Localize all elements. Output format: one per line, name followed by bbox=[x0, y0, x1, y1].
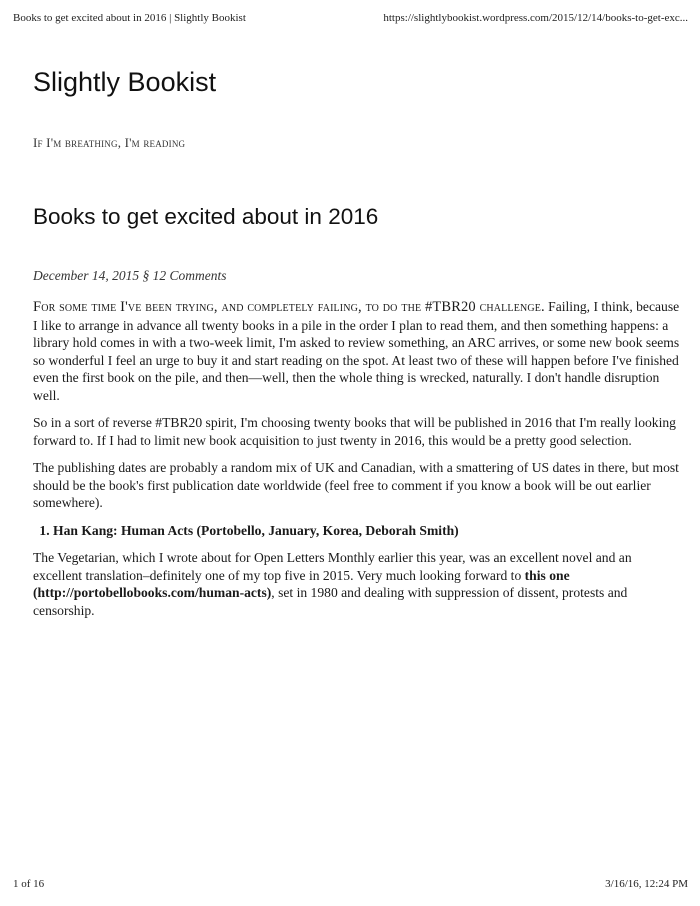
book-list bbox=[33, 522, 681, 540]
meta-separator: § bbox=[142, 268, 150, 283]
print-header bbox=[13, 12, 688, 28]
print-datetime: 3/16/16, 12:24 PM bbox=[605, 878, 688, 890]
post-meta bbox=[33, 268, 226, 284]
post-paragraph-3: The publishing dates are probably a random mix of UK and Canadian, with a smattering of US dates in there, but most should be the book's first publication date worldwide (feel free to comment if you know a book will be out earlier somewhere). bbox=[33, 460, 679, 510]
print-header-title: Books to get excited about in 2016 | Slightly Bookist bbox=[13, 12, 246, 24]
lead-in: For some time I've been trying, and completely failing, to do the #TBR20 challenge. bbox=[33, 299, 545, 315]
paragraph-1-body: Failing, I think, because I like to arrange in advance all twenty books in a pile in the order I plan to read them, and then something happens: a library hold comes in with a two-week limit, I'm asked to review something, an ARC arrives, or some new book seems so wonderful I feel an urge to buy it and start reading on the spot. At least two of these will happen before I've finished even the first book on the pile, and then—well, then the whole thing is wrecked, naturally. I don't handle disruption well. bbox=[33, 299, 680, 403]
paragraph-4-text-end: , set in 1980 and dealing with suppression of dissent, protests and censorship. bbox=[33, 585, 628, 618]
post-paragraph-1 bbox=[33, 298, 681, 404]
portobello-link[interactable]: this one (http://portobellobooks.com/human-acts) bbox=[33, 567, 570, 600]
page-number: 1 of 16 bbox=[13, 878, 45, 890]
post-date-link[interactable]: December 14, 2015 bbox=[33, 268, 140, 283]
paragraph-4-text: The Vegetarian, which I wrote about for Open Letters Monthly earlier this year, was an excellent novel and an excellent translation–definitely one of my top five in 2015. Very much looking forward to bbox=[33, 550, 632, 583]
site-tagline: If I'm breathing, I'm reading bbox=[33, 135, 186, 150]
list-item: 1. Han Kang: Human Acts (Portobello, January, Korea, Deborah Smith) bbox=[53, 522, 681, 540]
comments-link[interactable]: 12 Comments bbox=[152, 268, 227, 283]
print-header-url: https://slightlybookist.wordpress.com/2015/12/14/books-to-get-exc... bbox=[383, 12, 688, 24]
site-title[interactable]: Slightly Bookist bbox=[33, 67, 217, 97]
post-content bbox=[33, 298, 681, 629]
post-paragraph-4 bbox=[33, 549, 681, 619]
post-paragraph-2: So in a sort of reverse #TBR20 spirit, I'm choosing twenty books that will be published in 2016 that I'm really looking forward to. If I had to limit new book acquisition to just twenty in 2016, this would be a pretty good selection. bbox=[33, 415, 676, 448]
post-title: Books to get excited about in 2016 bbox=[33, 204, 379, 229]
